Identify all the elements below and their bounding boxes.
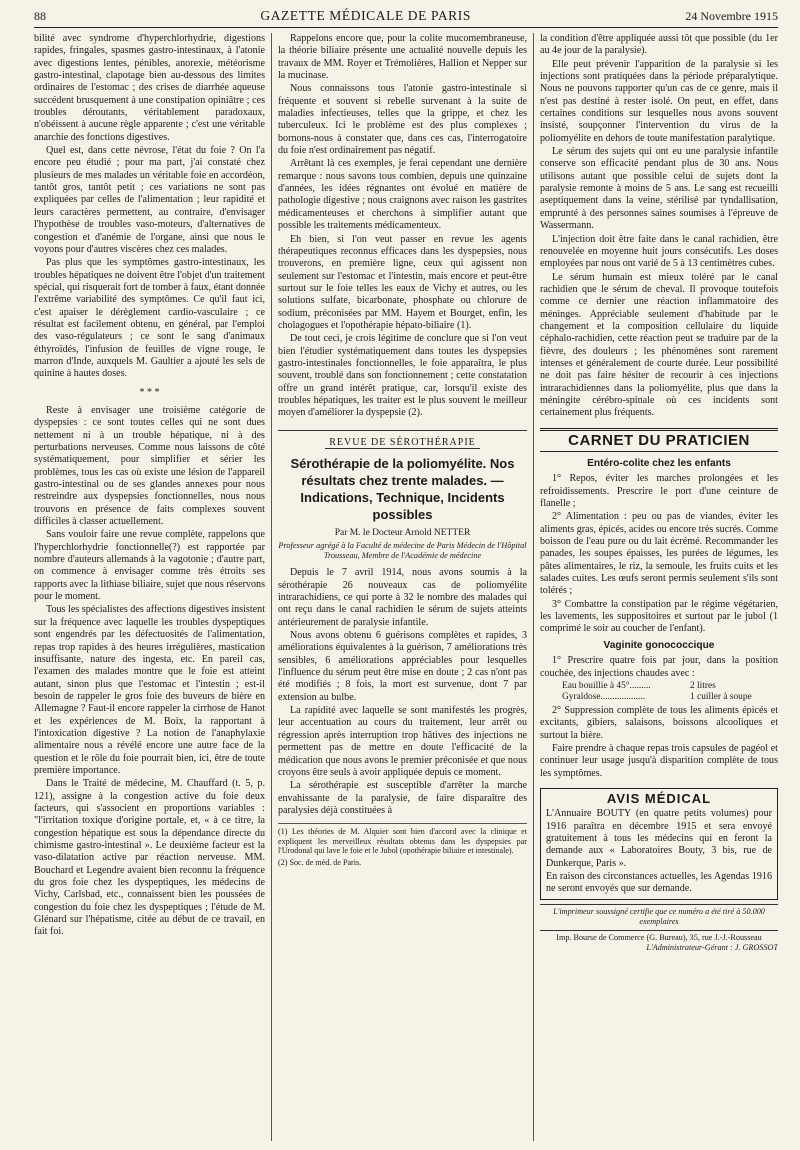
paragraph: De tout ceci, je crois légitime de conclure que si l'on veut bien l'étudier systématiquement dans toutes les dyspepsies gastro-intestinales fonctionnelles, le foie apparaîtra, le plus souvent, troublé dans son fonctionnement ; cette constatation offre un grand intérêt pratique, car, lorsqu'il existe des troubles hépatiques, les traiter est le plus souvent le meilleur moyen d'améliorer la dyspepsie (2). xyxy=(278,333,527,419)
paragraph: 2° Suppression complète de tous les aliments épicés et excitants, gibiers, salaisons, boissons alcooliques et surtout la bière. xyxy=(540,704,778,741)
paragraph: Reste à envisager une troisième catégorie de dyspepsies : ce sont toutes celles qui ne sont dues nettement ni à un trouble hépatique, ni à des perturbations nerveuses. Comme nous laissons de côté systématiquement, pour simplifier et sérier les problèmes, tous les cas où existe une lésion de l'appareil gastro-intestinal ou de ses glandes annexes pour nous restreindre aux dyspepsies fonctionnelles, nous nous trouvons en présence de faits complexes souvent difficiles à classer actuellement. xyxy=(34,404,265,528)
print-run-note: L'imprimeur soussigné certifie que ce numéro a été tiré à 50.000 exemplaires xyxy=(540,904,778,927)
notice-box xyxy=(540,788,778,900)
paragraph: Le sérum humain est mieux toléré par le canal rachidien que le sérum de cheval. Il provoque toutefois comme ce dernier une réaction inflammatoire des méninges. Appréciable seulement d'habitude par le changement et la composition cellulaire du liquide céphalo-rachidien, cette réaction peut se traduire par de la fièvre, des douleurs ; les phénomènes sont rarement intenses et généralement de courte durée. Leur possibilité ne doit pas faire hésiter de recourir à ces injections intrarachidiennes dans la poliomyélite, plus que dans la méningite cérébro-spinale où ces incidents sont certainement plus fréquents. xyxy=(540,271,778,419)
page-header xyxy=(34,8,778,28)
paragraph: Pas plus que les symptômes gastro-intestinaux, les troubles hépatiques ne doivent être l'objet d'un traitement spécial, qui risquerait fort de tomber à faux, étant donnée l'extrême variabilité des symptômes. Ce qu'il faut ici, c'est apaiser le dérèglement cardio-vasculaire ; ce résultat est facilement obtenu, en général, par l'emploi des vaso-régulateurs ; ce sont le sang d'animaux éthyroïdés, l'infusion de feuilles de vigne rouge, le marron d'Inde, auxquels M. Gaultier a ajouté les sels de quinine à hautes doses. xyxy=(34,257,265,380)
column-1 xyxy=(34,33,272,1141)
columns xyxy=(34,33,778,1141)
quantity: 2 litres xyxy=(690,680,716,691)
ingredient: Gyraldose................... xyxy=(562,691,646,702)
ingredient: Eau bouillie à 45°......... xyxy=(562,680,651,691)
issue-date: 24 Novembre 1915 xyxy=(685,9,778,23)
paragraph: Nous connaissons tous l'atonie gastro-intestinale si fréquente et souvent si rebelle survenant à la suite de maladies infectieuses, telles que la grippe, et chez les tuberculeux. Ici le problème est des plus complexes ; bornons-nous à constater que, dans ces cas, l'interrogatoire du foie n'est ordinairement pas négatif. xyxy=(278,83,527,157)
footnote: (1) Les théories de M. Alquier sont bien d'accord avec la clinique et expliquent les merveilleux résultats obtenus dans les dyspepsies par l'Urodonal qui lave le foie et le Jubol (opothérapie biliaire et intestinale). xyxy=(278,827,527,856)
paragraph: Le sérum des sujets qui ont eu une paralysie infantile conserve son efficacité pendant plus de 30 ans. Nous utilisons autant que possible celui de sujets dont la paralysie remonte à moins de 5 ans. Le sang est recueilli aseptiquement dans la veine, stérilisé par tyndallisation, emprunté à des personnes saines soumises à l'épreuve de Wassermann. xyxy=(540,146,778,232)
article-title: Sérothérapie de la poliomyélite. Nos résultats chez trente malades. — Indications, Technique, Incidents possibles xyxy=(290,456,515,522)
paragraph: La sérothérapie est susceptible d'arrêter la marche envahissante de la paralysie, de faire disparaître des paralysies déjà constituées à xyxy=(278,780,527,816)
paragraph: 1° Prescrire quatre fois par jour, dans la position couchée, des injections chaudes avec : xyxy=(540,655,778,679)
paragraph: Quel est, dans cette névrose, l'état du foie ? On l'a encore peu étudié ; pour ma part, j'ai constaté chez plusieurs de mes malades un véritable foie en accordéon, tantôt gros, tantôt petit ; ces variations ne sont pas expliquées par celles de l'alimentation ; leur rapidité et leurs caractères permettent, au contraire, d'envisager l'hypothèse de troubles vaso-moteurs, d'alternatives de congestion et d'anémie de l'organe, ainsi que nous le voyons pour d'autres viscères chez ces malades. xyxy=(34,145,265,255)
quantity: 1 cuiller à soupe xyxy=(690,691,752,702)
section-rubric xyxy=(278,430,527,449)
subheading: Vaginite gonococcique xyxy=(603,639,715,651)
prescription xyxy=(562,681,778,703)
paragraph: 2° Alimentation : peu ou pas de viandes, éviter les aliments gras, épicés, acides ou encore très sucrés. Comme boisson de l'eau pure ou du lait écrémé. Recommander les panades, les soupes épaisses, les purées de légumes, les pâtes alimentaires, le riz, la semoule, les fruits cuits et les salades cuites. Les œufs seront permis seulement s'ils sont tolérés ; xyxy=(540,511,778,597)
paragraph: Sans vouloir faire une revue complète, rappelons que l'hyperchlorhydrie fonctionnelle(?) est rapportée par nombre d'auteurs allemands à la vagotonie ; d'autre part, on commence à envisager comme très étroits ses rapports avec la lithiase biliaire, sujet que nous réservons pour le moment. xyxy=(34,529,265,603)
prescription-line xyxy=(562,681,778,692)
prescription-line xyxy=(562,692,778,703)
imprint xyxy=(540,904,778,953)
notice-title: AVIS MÉDICAL xyxy=(606,790,712,806)
paragraph: Nous avons obtenu 6 guérisons complètes et rapides, 3 améliorations équivalentes à la guérison, 7 améliorations très sensibles, 6 améliorations appréciables pour lesquelles l'influence du sérum peut être mise en doute ; 2 cas n'ont pas été modifiés ; 8 fois, la mort est survenue, dont 7 par extension au bulbe. xyxy=(278,630,527,703)
column-3 xyxy=(534,33,778,1141)
paragraph: En raison des circonstances actuelles, les Agendas 1916 ne seront envoyés que sur demande. xyxy=(546,870,772,895)
carnet-title: CARNET DU PRATICIEN xyxy=(540,428,778,452)
paragraph: la condition d'être appliquée aussi tôt que possible (du 1er au 4e jour de la paralysie). xyxy=(540,33,778,57)
rubric-label: REVUE DE SÉROTHÉRAPIE xyxy=(325,437,480,449)
paragraph: Eh bien, si l'on veut passer en revue les agents thérapeutiques reconnus efficaces dans les dyspepsies, nous trouverons, en première ligne, ceux qui agissent non seulement sur l'estomac et l'intestin, mais encore et peut-être surtout sur le foie telles les eaux de Vichy et autres, ou les solutions sulfate, bicarbonate, phosphate ou chlorure de sodium, préconisées par MM. Hayem et Bourget, enfin, les cholagogues et l'opothérapie hépato-biliaire (1). xyxy=(278,233,527,331)
paragraph: 3° Combattre la constipation par le régime végétarien, les lavements, les suppositoires et surtout par le jubol (1 comprimé le soir au coucher de l'enfant). xyxy=(540,598,778,635)
paragraph: Tous les spécialistes des affections digestives insistent sur la fréquence avec laquelle les troubles dyspeptiques sont engendrés par les défectuosités de l'alimentation, repas trop rapides à des heures irrégulières, mastication insuffisante, nature des ingesta, etc. En pareil cas, l'examen des malades montre que le foie est atteint autant, sinon plus que l'estomac et l'intestin ; est-il besoin de rappeler le gros foie des buveurs de bière en Allemagne ? Faut-il encore rappeler la cirrhose de Hanot et les expériences de M. Boix, la rapportant à l'intoxication digestive ? La notion de l'anaphylaxie alimentaire nous a révélé encore une autre face de la question et le rôle du foie pourrait bien, ici, être de toute première importance. xyxy=(34,604,265,776)
paragraph: 1° Repos, éviter les marches prolongées et les refroidissements. Prescrire le port d'une ceinture de flanelle ; xyxy=(540,473,778,510)
author-affiliation: Professeur agrégé à la Faculté de médecine de Paris Médecin de l'Hôpital Trousseau, Membre de l'Académie de médecine xyxy=(278,541,527,561)
paragraph: La rapidité avec laquelle se sont manifestés les progrès, leur accentuation au cours du traitement, leur arrêt ou régression après interruption trop hâtives des injections ne permettent pas de mettre en doute l'efficacité de la médication que nous avons le premier préconisée et que nous croyons être seuls à avoir appliquée depuis ce moment. xyxy=(278,705,527,778)
printer-line: Imp. Bourse de Commerce (G. Bureau), 35, rue J.-J.-Rousseau xyxy=(540,930,778,943)
paragraph: Faire prendre à chaque repas trois capsules de pagéol et continuer leur usage jusqu'à disparition complète de tous les symptômes. xyxy=(540,742,778,779)
paragraph: Rappelons encore que, pour la colite mucomembraneuse, la théorie biliaire présente une actualité nouvelle depuis les travaux de MM. Royer et Trémolières, Hallion et Nepper sur la mucinase. xyxy=(278,33,527,82)
paragraph: Dans le Traité de médecine, M. Chauffard (t. 5, p. 121), assigne à la congestion active du foie deux facteurs, qui s'associent en proportions variables : "l'irritation toxique d'origine portale, et, « à ce titre, la congestion hépatique est sous la dépendance directe du chimisme gastro-intestinal ». Le deuxième facteur est la vaso-dilatation active par réaction nerveuse. MM. Bouchard et Legendre avaient bien reconnu la fréquence du gros foie chez les dyspeptiques, les médecins de Vichy, Carlsbad, etc., connaissent bien les poussées de congestion du foie chez les dyspeptiques ; l'étude de M. Glénard sur l'hépatisme, citée au début de ce travail, en fait foi. xyxy=(34,778,265,938)
paragraph: L'Annuaire BOUTY (en quatre petits volumes) pour 1916 paraîtra en décembre 1915 et sera envoyé gratuitement à tous les médecins qui en feront la demande aux « Laboratoires Bouty, 3 bis, rue de Dunkerque, Paris ». xyxy=(546,808,772,869)
journal-title: GAZETTE MÉDICALE DE PARIS xyxy=(260,8,471,23)
byline: Par M. le Docteur Arnold NETTER xyxy=(334,528,471,538)
subheading: Entéro-colite chez les enfants xyxy=(587,458,731,469)
paragraph: Depuis le 7 avril 1914, nous avons soumis à la sérothérapie 26 nouveaux cas de poliomyélite intrarachidiens, ce qui porte à 32 le nombre des malades qui ont reçu dans le canal rachidien le sérum de sujets atteints antérieurement de paralysie infantile. xyxy=(278,567,527,628)
footnote: (2) Soc. de méd. de Paris. xyxy=(278,858,362,867)
page-number: 88 xyxy=(34,9,46,23)
footnotes xyxy=(278,823,527,867)
paragraph: Elle peut prévenir l'apparition de la paralysie si les injections sont pratiquées dans la période préparalytique. Nous ne pouvons rapporter qu'un cas de ce genre, mais il n'est pas destiné à rester isolé. On peut, en effet, dans certaines conditions sur lesquelles nous avons souvent insisté, soupçonner l'intervention du virus de la poliomyélite en dehors de toute manifestation paralytique. xyxy=(540,58,778,144)
paragraph: L'injection doit être faite dans le canal rachidien, être renouvelée en moyenne huit jours consécutifs. Les doses employées par nous ont varié de 5 à 13 centimètres cubes. xyxy=(540,233,778,270)
paragraph: bilité avec syndrome d'hyperchlorhydrie, digestions rapides, fringales, spasmes gastro-intestinaux, à l'atonie avec digestions lentes, pénibles, anorexie, météorisme gastro-intestinal, clapotage bien au-dessous des limites ordinaires de l'estomac ; des crises de diarrhée aqueuse succédent brusquement à une constipation opiniâtre ; ces troubles déroutants, véritablement paradoxaux, n'obéissent à aucune règle apparente ; c'est une véritable anarchie des fonctions digestives. xyxy=(34,33,265,143)
paragraph: Arrêtant là ces exemples, je ferai cependant une dernière remarque : nous savons tous combien, depuis une quinzaine d'années, les idées régnantes ont évolué en matière de pathologie digestive ; nous craignons avec raison les gastrites médicamenteuses et cherchons à simplifier autant que possible les traitements médicamenteux. xyxy=(278,158,527,232)
section-separator: * * * xyxy=(139,386,160,398)
column-2 xyxy=(272,33,534,1141)
manager-line: L'Administrateur-Gérant : J. GROSSOT xyxy=(646,942,778,952)
